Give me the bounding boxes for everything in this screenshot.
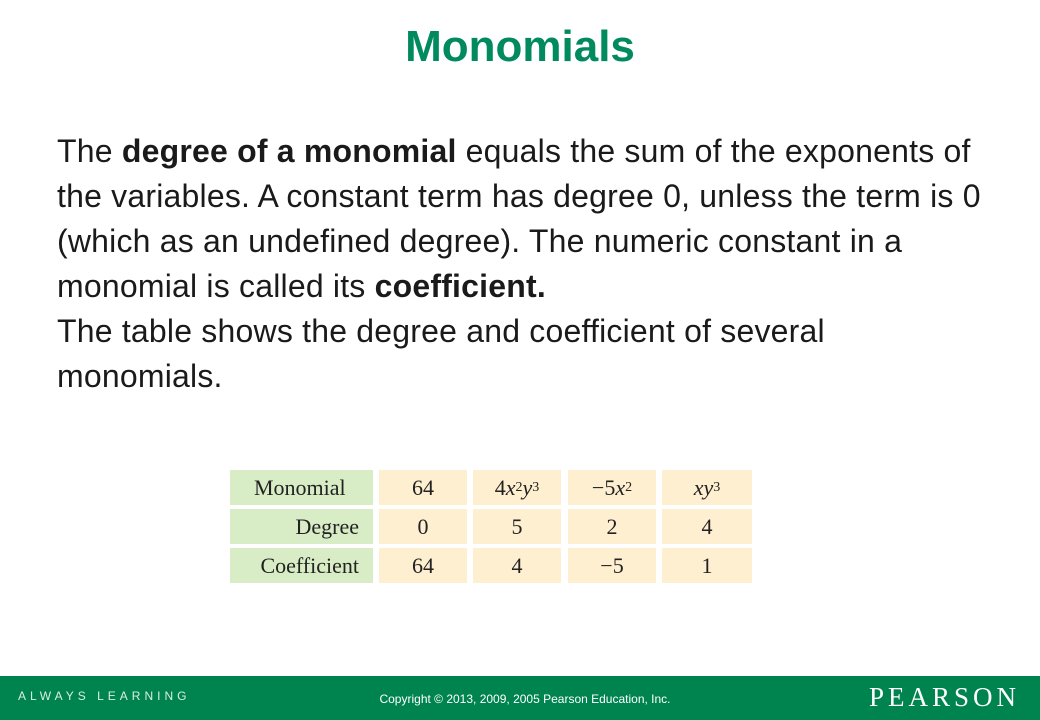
coefficient-cell: 64 [379,548,467,583]
body-text [57,129,997,399]
footer-bar [0,676,1040,720]
row-header-degree: Degree [230,509,373,544]
coefficient-cell: 1 [662,548,752,583]
pearson-logo: PEARSON [868,682,1020,712]
term-coefficient: coefficient. [374,268,546,304]
row-header-coefficient: Coefficient [230,548,373,583]
coef: 4 [494,474,506,500]
tagline: ALWAYS LEARNING [18,689,191,703]
monomial-table [230,470,752,587]
coef: −5 [591,474,616,500]
var: x [693,474,704,500]
slide-title: Monomials [405,22,635,71]
text-span: The [57,133,122,169]
paragraph-degree-definition [57,129,997,309]
var: y [703,474,714,500]
coefficient-cell: −5 [568,548,656,583]
degree-cell: 0 [379,509,467,544]
coefficient-cell: 4 [473,548,561,583]
degree-cell: 5 [473,509,561,544]
var: x [505,474,516,500]
degree-cell: 2 [568,509,656,544]
copyright-notice: Copyright © 2013, 2009, 2005 Pearson Education, Inc. [379,692,671,706]
monomial-cell: 64 [379,470,467,505]
row-header-monomial: Monomial [230,470,373,505]
text-span: equals the sum of the exponents of the variables. A constant term has degree 0, unless the term is 0 (which as an undefined degree). The numeric constant in a monomial is called its [57,133,981,304]
degree-cell: 4 [662,509,752,544]
var: x [615,474,626,500]
paragraph-table-intro: The table shows the degree and coefficient of several monomials. [57,313,825,394]
monomial-cell: −5 x 2 [568,470,656,505]
term-degree-of-monomial: degree of a monomial [121,133,457,169]
monomial-cell: 4 x 2 y 3 [473,470,561,505]
monomial-cell: x y 3 [662,470,752,505]
var: y [522,474,533,500]
